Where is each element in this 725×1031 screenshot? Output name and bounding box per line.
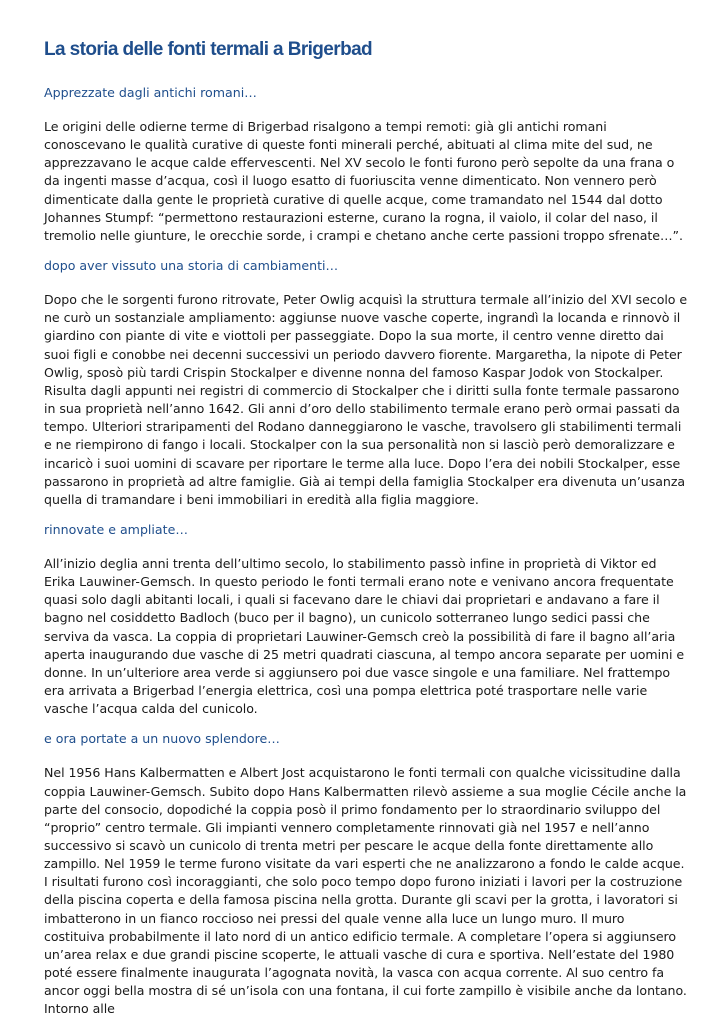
section-changes xyxy=(44,257,688,509)
section-paragraph: All’inizio deglia anni trenta dell’ultimo secolo, lo stabilimento passò infine in proprietà di Viktor ed Erika Lauwiner-Gemsch. In questo periodo le fonti termali erano note e venivano ancora frequentate quasi solo dagli abitanti locali, i quali si facevano dare le chiavi dai proprietari e andavano a fare il bagno nel cosiddetto Badloch (buco per il bagno), un cunicolo sotterraneo lungo sedici passi che serviva da vasca. La coppia di proprietari Lauwiner-Gemsch creò la possibilità di fare il bagno all’aria aperta inaugurando due vasche di 25 metri quadrati ciascuna, al tempo ancora separate per uomini e donne. In un’ulteriore area verde si aggiunsero poi due vasce singole e una familiare. Nel frattempo era arrivata a Brigerbad l’energia elettrica, così una pompa elettrica poté trasportare nelle varie vasche l’acqua calda del cunicolo. xyxy=(44,555,685,717)
section-heading: e ora portate a un nuovo splendore… xyxy=(44,731,280,747)
section-paragraph: Dopo che le sorgenti furono ritrovate, Peter Owlig acquisì la struttura termale all’inizio del XVI secolo e ne curò un sostanziale ampliamento: aggiunse nuove vasche coperte, ingrandì la locanda e rinnovò il giardino con piante di vite e viottoli per passeggiate. Dopo la sua morte, il centro venne diretto dai suoi figli e conobbe nei decenni successivi un periodo davvero fiorente. Margaretha, la nipote di Peter Owlig, sposò più tardi Crispin Stockalper e divenne nonna del famoso Kaspar Jodok von Stockalper. Risulta dagli appunti nei registri di commercio di Stockalper che i diritti sulla fonte termale passarono in sua proprietà nell’anno 1642. Gli anni d’oro dello stabilimento termale erano però ormai passati da tempo. Ulteriori straripamenti del Rodano danneggiarono le vasche, travolsero gli stabilimenti termali e ne riempirono di fango i locali. Stockalper con la sua personalità non si lasciò però demoralizzare e incaricò i suoi uomini di scavare per riportare le terme alla luce. Dopo l’era dei nobili Stockalper, esse passarono in proprietà ad altre famiglie. Già ai tempi della famiglia Stockalper era divenuta un’usanza quella di tramandare i beni immobiliari in eredità alla figlia maggiore. xyxy=(44,292,688,507)
section-paragraph: Nel 1956 Hans Kalbermatten e Albert Jost acquistarono le fonti termali con qualche vicissitudine dalla coppia Lauwiner-Gemsch. Subito dopo Hans Kalbermatten rilevò assieme a sua moglie Cécile anche la parte del consocio, dopodiché la coppia posò il primo fondamento per lo straordinario sviluppo del “proprio” centro termale. Gli impianti vennero completamente rinnovati già nel 1957 e nell’anno successivo si scavò un cunicolo di trenta metri per pescare le acque della fonte direttamente allo zampillo. Nel 1959 le terme furono visitate da vari esperti che ne analizzarono a fondo le calde acque. I risultati furono così incoraggianti, che solo poco tempo dopo furono iniziati i lavori per la costruzione della piscina coperta e della famosa piscina nella grotta. Durante gli scavi per la grotta, i lavoratori si imbatterono in un fianco roccioso nei pressi del quale venne alla luce un lungo muro. Il muro costituiva probabilmente il lato nord di un antico edificio termale. A completare l’opera si aggiunsero un’area relax e due grandi piscine scoperte, le attuali vasche di cura e sportiva. Nell’estate del 1980 poté essere finalmente inaugurata l’agognata novità, la vasca con acqua corrente. Al suo centro fa ancor oggi bella mostra di sé un’isola con una fontana, il cui forte zampillo è visibile anche da lontano. Intorno alle xyxy=(44,765,687,1017)
section-heading: dopo aver vissuto una storia di cambiamenti… xyxy=(44,258,339,274)
section-paragraph: Le origini delle odierne terme di Brigerbad risalgono a tempi remoti: già gli antichi romani conoscevano le qualità curative di queste fonti minerali perché, abituati al clima mite del sud, ne apprezzavano le acque calde effervescenti. Nel XV secolo le fonti furono però sepolte da una frana o da ingenti masse d’acqua, così il luogo esatto di fuoriuscita venne dimenticato. Non vennero però dimenticate dalla gente le proprietà curative di quelle acque, come tramandato nel 1544 dal dotto Johannes Stumpf: “permettono restaurazioni esterne, curano la rogna, il vaiolo, il colar del naso, il tremolio nelle giunture, le orecchie sorde, i crampi e chetano anche certe passioni troppo sfrenate…”. xyxy=(44,119,683,243)
section-renovated xyxy=(44,521,688,718)
section-romans xyxy=(44,84,688,245)
page-title: La storia delle fonti termali a Brigerbad xyxy=(44,39,373,60)
section-heading: rinnovate e ampliate… xyxy=(44,521,188,537)
document-page xyxy=(44,38,688,1031)
section-heading: Apprezzate dagli antichi romani… xyxy=(44,85,257,100)
section-new-splendor xyxy=(44,730,688,1018)
